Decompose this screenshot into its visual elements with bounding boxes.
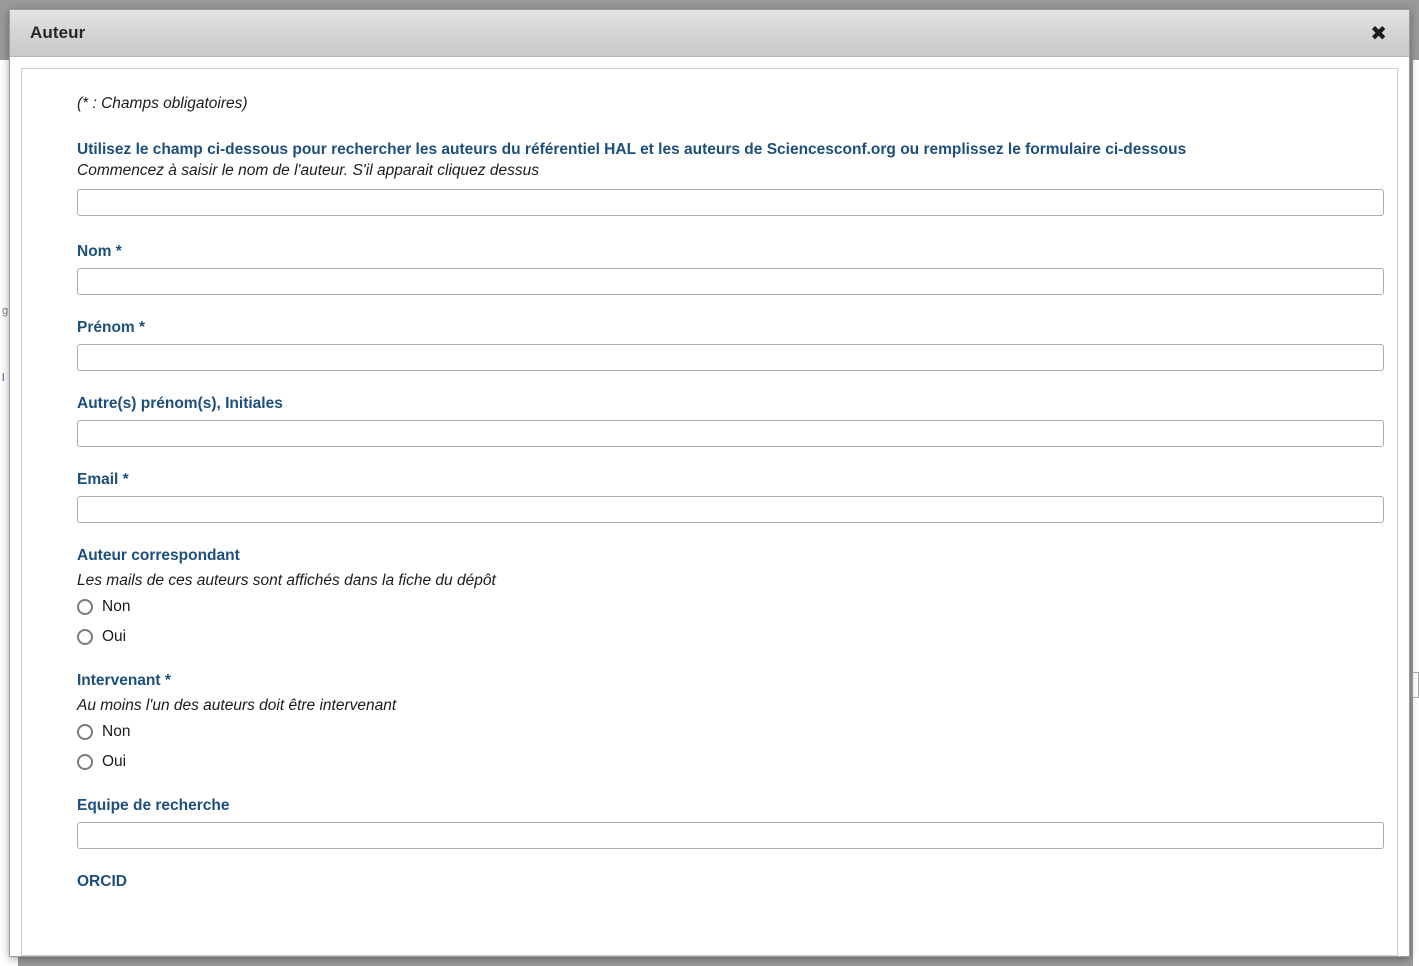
background-right-widget <box>1412 672 1419 698</box>
close-icon[interactable]: ✖ <box>1370 21 1387 45</box>
label-auteur-correspondant: Auteur correspondant <box>77 547 240 565</box>
label-email: Email * <box>77 471 129 489</box>
email-input[interactable] <box>77 496 1384 523</box>
label-equipe-recherche: Equipe de recherche <box>77 797 230 815</box>
label-prenom: Prénom * <box>77 319 146 337</box>
field-group-auteur-correspondant <box>77 547 1369 650</box>
required-fields-note: (* : Champs obligatoires) <box>77 95 248 112</box>
background-page-right-edge <box>1413 60 1419 966</box>
equipe-recherche-input[interactable] <box>77 822 1384 849</box>
author-form <box>21 68 1398 956</box>
author-search-hint: Commencez à saisir le nom de l'auteur. S'il apparait cliquez dessus <box>77 162 539 180</box>
background-ghost-text-2: l <box>2 372 5 384</box>
modal-titlebar <box>10 10 1409 57</box>
field-group-prenom <box>77 319 1369 371</box>
modal-title: Auteur <box>30 23 86 42</box>
label-intervenant: Intervenant * <box>77 672 171 690</box>
radio-label: Non <box>102 723 131 741</box>
label-autres-prenoms: Autre(s) prénom(s), Initiales <box>77 395 283 413</box>
radio-intervenant-oui[interactable] <box>77 749 1369 775</box>
radio-intervenant-non[interactable] <box>77 719 1369 745</box>
background-ghost-text-1: g <box>2 305 9 317</box>
radio-label: Oui <box>102 628 127 646</box>
field-group-email <box>77 471 1369 523</box>
radio-icon[interactable] <box>77 754 93 770</box>
field-group-equipe-recherche <box>77 797 1369 849</box>
label-orcid: ORCID <box>77 873 127 891</box>
radio-auteur-correspondant-non[interactable] <box>77 594 1369 620</box>
modal-body <box>10 57 1409 956</box>
sub-intervenant: Au moins l'un des auteurs doit être intervenant <box>77 697 397 715</box>
radio-label: Non <box>102 598 131 616</box>
sub-auteur-correspondant: Les mails de ces auteurs sont affichés dans la fiche du dépôt <box>77 572 496 590</box>
radio-icon[interactable] <box>77 724 93 740</box>
author-modal <box>9 9 1410 957</box>
radio-icon[interactable] <box>77 599 93 615</box>
author-search-input[interactable] <box>77 189 1384 216</box>
radio-auteur-correspondant-oui[interactable] <box>77 624 1369 650</box>
author-search-lead: Utilisez le champ ci-dessous pour rechercher les auteurs du référentiel HAL et les auteurs de Sciencesconf.org ou remplissez le formulaire ci-dessous <box>77 141 1187 158</box>
field-group-nom <box>77 243 1369 295</box>
prenom-input[interactable] <box>77 344 1384 371</box>
autres-prenoms-input[interactable] <box>77 420 1384 447</box>
label-nom: Nom * <box>77 243 122 261</box>
author-search-group <box>77 139 1369 216</box>
field-group-intervenant <box>77 672 1369 775</box>
field-group-autres-prenoms <box>77 395 1369 447</box>
radio-label: Oui <box>102 753 127 771</box>
nom-input[interactable] <box>77 268 1384 295</box>
radio-icon[interactable] <box>77 629 93 645</box>
